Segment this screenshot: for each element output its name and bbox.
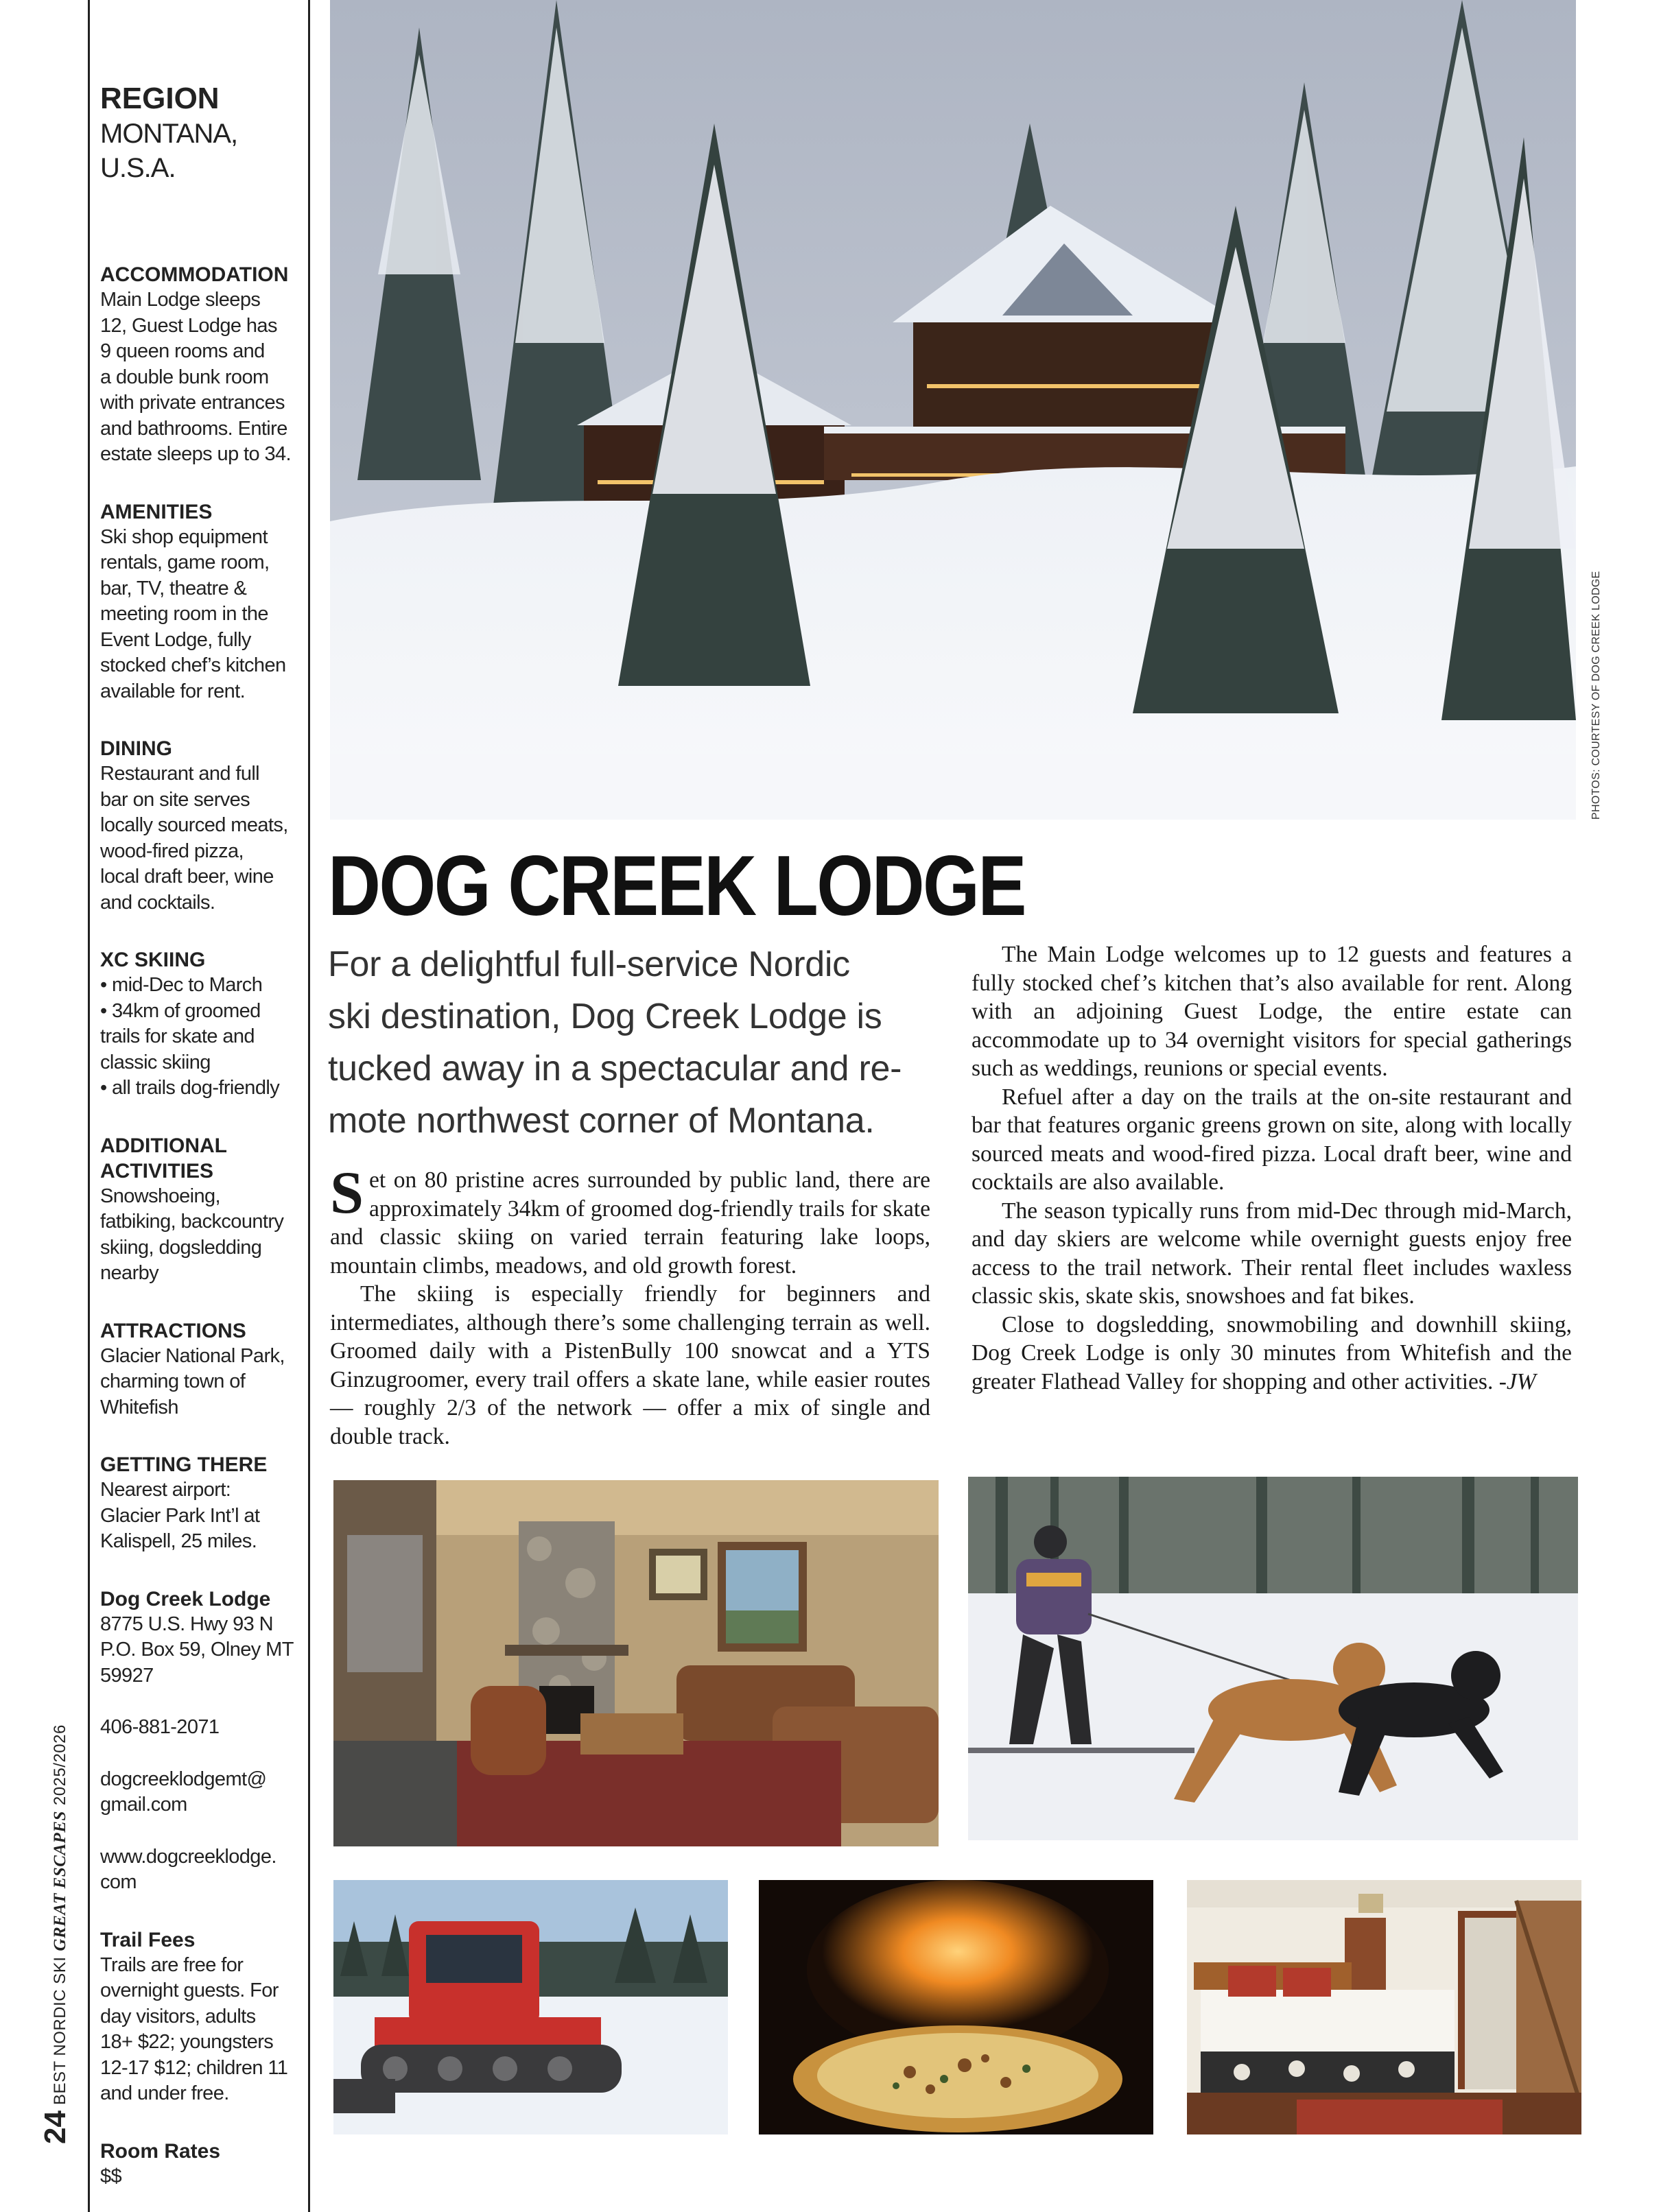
sidebar-line: Main Lodge sleeps xyxy=(100,289,261,311)
paragraph-text: Close to dogsledding, snowmobiling and downhill skiing, Dog Creek Lodge is only 30 minutes from Whitefish and the greater Flathead Valley for shopping and other activities. xyxy=(972,1311,1572,1394)
website-line: com xyxy=(100,1871,137,1893)
drop-cap: S xyxy=(330,1160,364,1226)
sidebar-line: 9 queen rooms and xyxy=(100,340,265,362)
page-folio xyxy=(38,1724,73,2144)
sidebar-line: Snowshoeing, xyxy=(100,1185,220,1207)
sidebar-line: charming town of xyxy=(100,1370,246,1392)
trail-fees-heading: Trail Fees xyxy=(100,1928,196,1951)
getting-there-heading: GETTING THERE xyxy=(100,1453,268,1476)
sidebar-right-rule xyxy=(308,0,310,2212)
accommodation-heading: ACCOMMODATION xyxy=(100,263,289,286)
website-line: www.dogcreeklodge. xyxy=(100,1845,276,1868)
sidebar-line: overnight guests. For xyxy=(100,1979,279,2001)
sidebar-line: bar on site serves xyxy=(100,788,250,811)
paragraph xyxy=(330,1160,930,1280)
email-address xyxy=(100,1767,306,1818)
sidebar-line: • mid-Dec to March xyxy=(100,974,263,996)
sidebar-line: rentals, game room, xyxy=(100,551,270,573)
sidebar-line: Event Lodge, fully xyxy=(100,628,251,651)
sidebar-line: • all trails dog-friendly xyxy=(100,1077,280,1099)
sidebar-line: nearby xyxy=(100,1262,159,1284)
room-rates-value: $$ xyxy=(100,2165,122,2187)
address-line: 59927 xyxy=(100,1664,154,1687)
additional-activities-heading xyxy=(100,1133,306,1184)
paragraph: The Main Lodge welcomes up to 12 guests and features a fully stocked chef’s kitchen that’s also available for rent. Along with an adjoining Guest Lodge, the entire estate can accommodate up to 34 overnight visitors for special gatherings such as weddings, reunions or special events. xyxy=(972,942,1572,1081)
paragraph-text: et on 80 pristine acres surrounded by public land, there are approximately 34km of groomed dog-friendly trails for skate and classic skiing on varied terrain featuring lake loops, mountain climbs, meadows, and old growth forest. xyxy=(330,1167,930,1279)
email-line: gmail.com xyxy=(100,1794,187,1816)
author-signature: -JW xyxy=(1498,1368,1536,1394)
xc-skiing-heading: XC SKIING xyxy=(100,949,206,971)
deck-line: mote northwest corner of Montana. xyxy=(328,1101,875,1141)
sidebar-line: locally sourced meats, xyxy=(100,814,288,836)
xc-skiing-text xyxy=(100,973,306,1102)
deck-line: tucked away in a spectacular and re- xyxy=(328,1049,902,1089)
address-line: P.O. Box 59, Olney MT xyxy=(100,1639,294,1661)
publication-name: BEST NORDIC SKI xyxy=(51,1956,69,2106)
sidebar-line: bar, TV, theatre & xyxy=(100,577,247,599)
sidebar-line: estate sleeps up to 34. xyxy=(100,443,292,465)
email-line: dogcreeklodgemt@ xyxy=(100,1768,267,1790)
additional-activities-text xyxy=(100,1184,306,1287)
getting-there-text xyxy=(100,1477,306,1555)
deck-line: For a delightful full-service Nordic xyxy=(328,944,850,984)
lodge-name: Dog Creek Lodge xyxy=(100,1587,271,1610)
hero-photo-lodge-winter xyxy=(330,0,1576,820)
photo-skijoring-dogs xyxy=(968,1477,1578,1840)
sidebar-line: and cocktails. xyxy=(100,891,215,914)
region-heading: REGION xyxy=(100,82,220,115)
article-deck xyxy=(328,938,925,1147)
sidebar-line: 12, Guest Lodge has xyxy=(100,314,277,337)
dining-heading: DINING xyxy=(100,737,172,760)
paragraph: The season typically runs from mid-Dec through mid-March, and day skiers are welcome while overnight guests enjoy free access to the trail network. Their rental fleet includes waxless classic skis, skate skis, snowshoes and fat bikes. xyxy=(972,1198,1572,1309)
sidebar-line: stocked chef’s kitchen xyxy=(100,654,286,676)
paragraph: Refuel after a day on the trails at the on-site restaurant and bar that features organic greens grown on site, along with locally sourced meats and wood-fired pizza. Local draft beer, wine and cocktails are also available. xyxy=(972,1084,1572,1195)
sidebar-line: and under free. xyxy=(100,2082,229,2104)
sidebar-line: Ski shop equipment xyxy=(100,525,268,548)
page-number: 24 xyxy=(38,2110,72,2144)
sidebar-line: Trails are free for xyxy=(100,1953,244,1976)
region-value-line: U.S.A. xyxy=(100,153,176,183)
sidebar-line: 18+ $22; youngsters xyxy=(100,2031,274,2053)
sidebar-line: Glacier National Park, xyxy=(100,1344,285,1367)
sidebar-line: Glacier Park Int’l at xyxy=(100,1504,260,1527)
sidebar-line: • 34km of groomed xyxy=(100,999,261,1022)
sidebar-line: wood-fired pizza, xyxy=(100,840,244,862)
accommodation-text xyxy=(100,287,306,468)
sidebar-line: with private entrances xyxy=(100,392,285,414)
paragraph xyxy=(972,1311,1572,1396)
body-column-2 xyxy=(972,940,1572,1396)
address-line: 8775 U.S. Hwy 93 N xyxy=(100,1613,273,1635)
photo-guest-bedroom xyxy=(1187,1880,1581,2134)
heading-line: ACTIVITIES xyxy=(100,1159,214,1182)
sidebar-line: Nearest airport: xyxy=(100,1479,231,1501)
sidebar-line: and bathrooms. Entire xyxy=(100,417,287,440)
room-rates-heading: Room Rates xyxy=(100,2139,221,2163)
dining-text xyxy=(100,761,306,916)
sidebar-line: day visitors, adults xyxy=(100,2005,256,2027)
sidebar-line: Restaurant and full xyxy=(100,763,260,785)
sidebar-line: classic skiing xyxy=(100,1051,211,1073)
sidebar-line: fatbiking, backcountry xyxy=(100,1211,284,1233)
sidebar-line: skiing, dogsledding xyxy=(100,1236,262,1259)
sidebar-line: local draft beer, wine xyxy=(100,866,274,888)
amenities-text xyxy=(100,525,306,705)
body-column-1 xyxy=(330,1160,930,1451)
sidebar-left-rule xyxy=(88,0,90,2212)
attractions-heading: ATTRACTIONS xyxy=(100,1319,246,1342)
photo-wood-fired-pizza xyxy=(759,1880,1153,2134)
amenities-heading: AMENITIES xyxy=(100,500,213,523)
photo-snowcat-groomer xyxy=(333,1880,728,2134)
deck-line: ski destination, Dog Creek Lodge is xyxy=(328,997,882,1036)
sidebar-line: meeting room in the xyxy=(100,603,268,625)
phone-number: 406-881-2071 xyxy=(100,1716,220,1738)
issue-year: 2025/2026 xyxy=(51,1724,69,1806)
paragraph: The skiing is especially friendly for beginners and intermediates, although there’s some challenging terrain as well. Groomed daily with a PistenBully 100 snowcat and a YTS Ginzugroomer, every trail offers a skate lane, while easier routes — roughly 2/3 of the network — offer a mix of single and double track. xyxy=(330,1281,930,1449)
trail-fees-text xyxy=(100,1953,306,2107)
region-value-line: MONTANA, xyxy=(100,119,238,149)
sidebar-line: 12-17 $12; children 11 xyxy=(100,2056,288,2079)
photo-lodge-interior xyxy=(333,1480,939,1846)
sidebar-line: Whitefish xyxy=(100,1396,178,1418)
website xyxy=(100,1844,306,1896)
photo-credit: PHOTOS: COURTESY OF DOG CREEK LODGE xyxy=(1590,571,1602,820)
attractions-text xyxy=(100,1344,306,1421)
fact-sidebar xyxy=(100,81,306,2189)
sidebar-line: Kalispell, 25 miles. xyxy=(100,1530,257,1552)
sidebar-line: trails for skate and xyxy=(100,1025,255,1047)
series-name: GREAT ESCAPES xyxy=(51,1811,69,1951)
heading-line: ADDITIONAL xyxy=(100,1134,227,1157)
sidebar-line: available for rent. xyxy=(100,680,246,702)
sidebar-line: a double bunk room xyxy=(100,366,269,388)
address xyxy=(100,1612,306,1689)
article-title: DOG CREEK LODGE xyxy=(328,839,1025,933)
